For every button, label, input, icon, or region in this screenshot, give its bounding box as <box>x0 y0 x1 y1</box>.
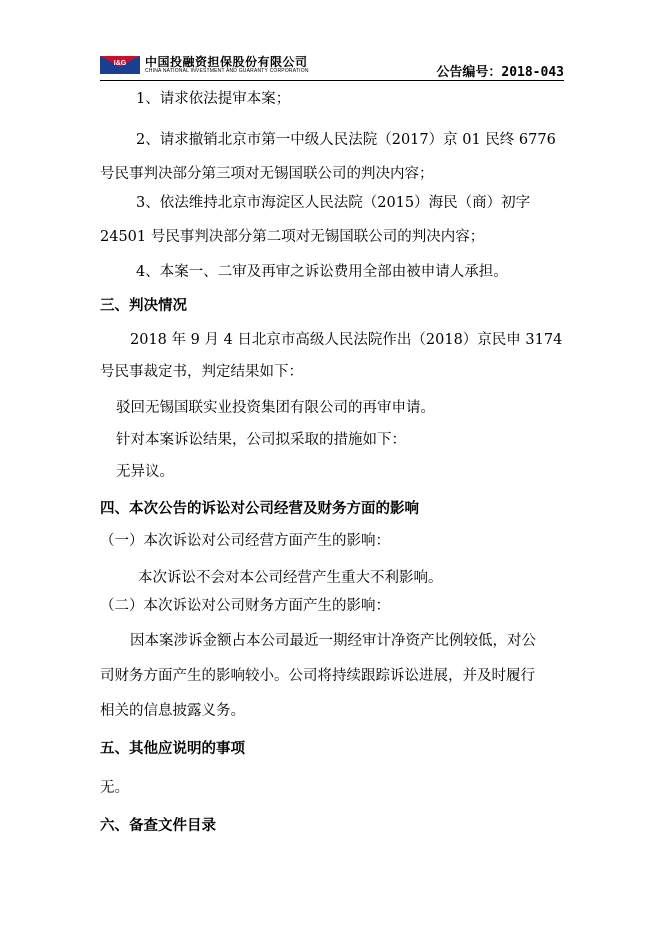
company-logo-icon <box>100 54 140 76</box>
section-6-title: 六、备查文件目录 <box>100 818 216 834</box>
section-3-line1: 2018 年 9 月 4 日北京市高级人民法院作出（2018）京民申 3174 <box>130 332 563 348</box>
section-4-sub2-line2: 司财务方面产生的影响较小。公司将持续跟踪诉讼进展，并及时履行 <box>100 668 535 684</box>
page-header <box>100 50 564 81</box>
section-5-title: 五、其他应说明的事项 <box>100 741 245 757</box>
request-2-line1: 2、请求撤销北京市第一中级人民法院（2017）京 01 民终 6776 <box>136 132 556 148</box>
company-name-en: CHINA NATIONAL INVESTMENT AND GUARANTY CORPORATION <box>145 68 309 74</box>
section-3-line4: 针对本案诉讼结果，公司拟采取的措施如下： <box>116 432 406 448</box>
request-4: 4、本案一、二审及再审之诉讼费用全部由被申请人承担。 <box>136 264 508 280</box>
section-4-sub2-line1: 因本案涉诉金额占本公司最近一期经审计净资产比例较低，对公 <box>130 633 536 649</box>
section-3-line2: 号民事裁定书，判定结果如下： <box>100 364 303 380</box>
section-5-text: 无。 <box>100 780 129 796</box>
company-name-cn: 中国投融资担保股份有限公司 <box>145 55 308 69</box>
section-3-line5: 无异议。 <box>116 464 174 480</box>
request-3-line1: 3、依法维持北京市海淀区人民法院（2015）海民（商）初字 <box>136 195 531 211</box>
document-number: 公告编号：2018-043 <box>436 65 564 80</box>
section-4-sub2-title: （二）本次诉讼对公司财务方面产生的影响： <box>100 598 390 614</box>
section-3-title: 三、判决情况 <box>100 298 187 314</box>
section-4-title: 四、本次公告的诉讼对公司经营及财务方面的影响 <box>100 501 419 517</box>
request-1: 1、请求依法提审本案； <box>136 91 291 107</box>
section-4-sub2-line3: 相关的信息披露义务。 <box>100 703 245 719</box>
logo-text: I&G <box>113 60 127 67</box>
section-3-line3: 驳回无锡国联实业投资集团有限公司的再审申请。 <box>116 400 435 416</box>
section-4-sub1-title: （一）本次诉讼对公司经营方面产生的影响： <box>100 533 390 549</box>
request-2-line2: 号民事判决部分第三项对无锡国联公司的判决内容； <box>100 166 434 182</box>
request-3-line2: 24501 号民事判决部分第二项对无锡国联公司的判决内容； <box>100 229 485 245</box>
section-4-sub1-text: 本次诉讼不会对本公司经营产生重大不利影响。 <box>138 570 443 586</box>
